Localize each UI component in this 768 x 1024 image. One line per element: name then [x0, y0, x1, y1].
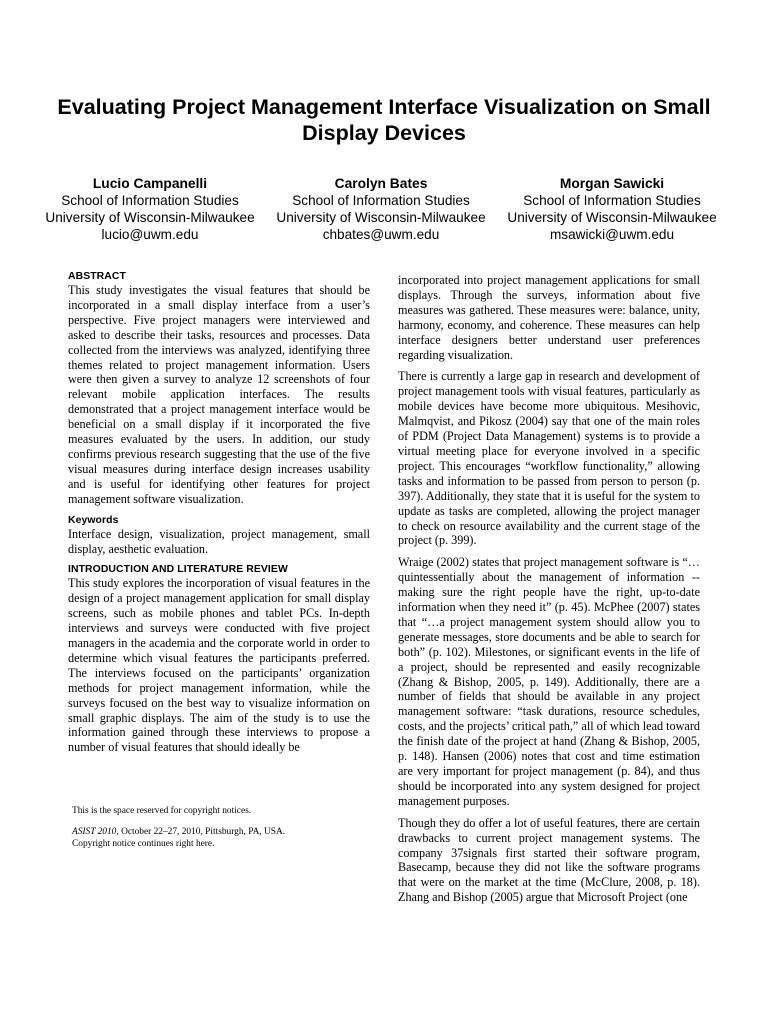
body-paragraph-1: incorporated into project management applications for small displays. Through the surveys, information about five measures was gathered. These measures were: balance, unity, harmony, economy, and coherence. These measures can help interface designers better understand user preferences regarding visualization.: [398, 273, 700, 362]
intro-text: This study explores the incorporation of visual features in the design of a project management application for small display screens, such as mobile phones and tablet PCs. In-depth interviews and surveys were conducted with five project managers in the academia and the corporate world in order to determine which visual features the participants preferred. The interviews focused on the participants’ organization methods for project management information, while the surveys focused on the best way to visualize information on small graphic displays. The aim of the study is to use the information gained through these interviews to propose a number of visual features that should ideally be: [68, 576, 370, 755]
venue-details: October 22–27, 2010, Pittsburgh, PA, USA.: [118, 827, 286, 837]
body-paragraph-4: Though they do offer a lot of useful features, there are certain drawbacks to current project management systems. The company 37signals first started their software program, Basecamp, because they did not like the software programs that were on the market at the time (McClure, 2008, p. 18). Zhang and Bishop (2005) argue that Microsoft Project (one: [398, 815, 700, 905]
right-column: [398, 273, 700, 905]
author-affiliation: School of Information Studies: [61, 193, 239, 208]
copyright-continues: Copyright notice continues right here.: [72, 839, 215, 849]
author-name: Morgan Sawicki: [559, 176, 665, 191]
author-email: chbates@uwm.edu: [322, 227, 440, 242]
author-1: [34, 175, 266, 243]
author-affiliation: School of Information Studies: [523, 193, 701, 208]
author-3: [496, 175, 728, 243]
author-name: Carolyn Bates: [334, 176, 428, 191]
author-2: [265, 175, 497, 243]
keywords-text: Interface design, visualization, project management, small display, aesthetic evaluation.: [68, 526, 370, 556]
keywords-heading: Keywords: [68, 514, 119, 526]
abstract-text: This study investigates the visual features that should be incorporated in a small display interface from a user’s perspective. Five project managers were interviewed and asked to describe their tasks, resources and processes. Data collected from the interviews was analyzed, identifying three themes related to project management information. Users were then given a survey to analyze 12 screenshots of four relevant mobile application interfaces. The results demonstrated that a project management interface would be beneficial on a small display if it incorporated the five measures evaluated by the users. In addition, our study confirms previous research suggesting that the use of the five visual measures during interface design increases usability and is useful for identifying other features for project management software visualization.: [68, 283, 370, 506]
author-email: lucio@uwm.edu: [101, 227, 199, 242]
author-institution: University of Wisconsin-Milwaukee: [45, 210, 255, 225]
venue-line: [72, 826, 372, 838]
author-institution: University of Wisconsin-Milwaukee: [507, 210, 717, 225]
abstract-heading: ABSTRACT: [68, 271, 126, 282]
intro-heading: INTRODUCTION AND LITERATURE REVIEW: [68, 564, 288, 576]
body-paragraph-2: There is currently a large gap in research and development of project management tools with visual features, particularly as mobile devices have become more ubiquitous. Mesihovic, Malmqvist, and Pikosz (2004) say that one of the main roles of PDM (Project Data Management) systems is to provide a virtual meeting place for everyone involved in a specific project. This encourages “workflow functionality,” allowing tasks and information to be passed from person to person (p. 397). Additionally, they state that it is useful for the system to update as tasks are completed, allowing the project manager to check on resource availability and the current stage of the project (p. 399).: [398, 369, 700, 548]
venue-name: ASIST 2010,: [72, 827, 119, 837]
author-institution: University of Wisconsin-Milwaukee: [276, 210, 486, 225]
author-affiliation: School of Information Studies: [292, 193, 470, 208]
body-paragraph-3: Wraige (2002) states that project management software is “…quintessentially about the management of information -- making sure the right people have the right, up-to-date information when they need it” (p. 45). McPhee (2007) states that “…a project management system should allow you to generate messages, store documents and be able to search for both” (p. 102). Milestones, or significant events in the life of a project, should be represented and easily recognizable (Zhang & Bishop, 2005, p. 149). Additionally, there are a number of fields that should be available in any project management software: “task durations, resource schedules, costs, and the projects’ critical path,” all of which lead toward the finish date of the project at hand (Zhang & Bishop, 2005, p. 148). Hansen (2006) notes that cost and time estimation are very important for project management (p. 84), and thus should be incorporated into any system designed for project management purposes.: [398, 555, 700, 808]
paper-title: Evaluating Project Management Interface Visualization on Small Display Devices: [57, 95, 711, 145]
author-email: msawicki@uwm.edu: [549, 227, 675, 242]
left-column: [68, 270, 370, 755]
copyright-block: [72, 826, 372, 850]
copyright-space-notice: This is the space reserved for copyright notices.: [72, 806, 252, 816]
author-name: Lucio Campanelli: [92, 176, 208, 191]
